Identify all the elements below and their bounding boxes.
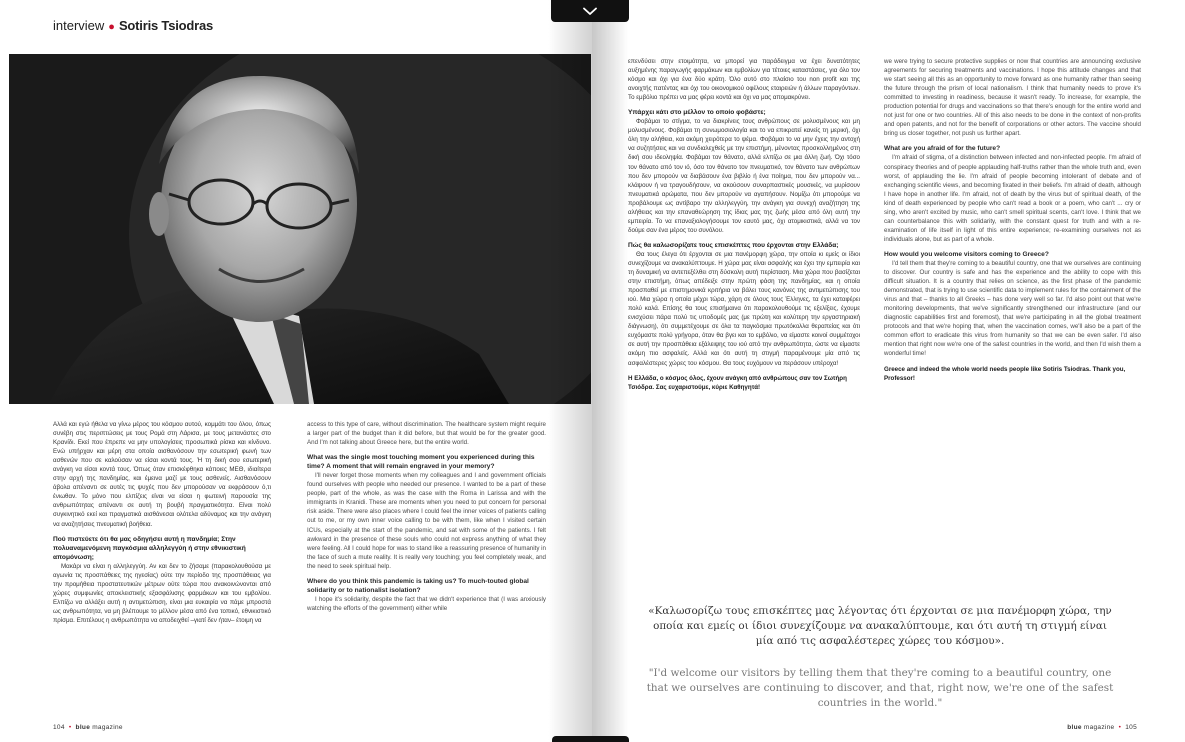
page-header: [53, 18, 213, 33]
question-heading: What are you afraid of for the future?: [884, 145, 1001, 153]
pull-quote-english: "I'd welcome our visitors by telling them that they're coming to a beautiful country, one that we ourselves are continuing to discover, and that, right now, we're one of the safest countries in the world.": [646, 667, 1114, 709]
closing-statement: Η Ελλάδα, ο κόσμος όλος, έχουν ανάγκη από ανθρώπους σαν τον Σωτήρη Τσιόδρα. Σας ευχαριστούμε, κύριε Καθηγητά!: [628, 374, 847, 391]
question-heading: Where do you think this pandemic is taking us? To much-touted global solidarity or to nationalist isolation?: [307, 577, 529, 594]
magazine-name-suffix: magazine: [1083, 724, 1115, 731]
paragraph: I'll never forget those moments when my colleagues and I and government officials found ourselves with people who needed our presence. I wanted to be a part of these people, part of the whole, as was the case with the Roma in Larissa and with the immigrants in Kranidi. These are moments when you need to put concern for personal risk aside. There were also places where I could feel the inner voices of patients calling out to me, or my own inner voice calling to be with them, like when I visited certain ICUs, especially at the start of the pandemic, and sat with some of the patients. I felt awkward in the presence of these souls who could not express anything of what they were feeling. All I could hope for was to stand like a reassuring presence of humanity in the face of such a mute reality. It is really very touching; you feel completely weak, and the need to seek spiritual help.: [307, 472, 546, 570]
question-heading: What was the single most touching moment you experienced during this time? A moment that will remain engraved in your memory?: [307, 454, 535, 471]
paragraph: Αλλά και εγώ ήθελα να γίνω μέρος του κόσμου αυτού, κομμάτι του όλου, όπως συνέβη στις περιπτώσεις με τους Ρομά στη Λάρισα, με τους μετανάστες στο Κρανίδι. Εκεί που έπρεπε να μην υπολογίσεις προσωπικά ρίσκα και κίνδυνο. Ενώ υπήρχαν και μέρη στα οποία αισθανόσουν την εσωτερική φωνή των ασθενών που σε καλούσαν να είσαι κοντά τους. Ή τη δική σου εσωτερική ανάγκη να είσαι κοντά τους. Όπως όταν επισκέφθηκα κάποιες ΜΕΘ, ιδιαίτερα στην αρχή της πανδημίας, και έμεινα μαζί με τους ασθενείς. Αισθανόσουν άβολα απέναντι σε αυτές τις ψυχές που δεν μπορούσαν να εκφράσουν ό,τι ένιωθαν. Το μόνο που ελπίζεις είναι να είσαι η φωτεινή παρουσία της ανθρωπότητας απέναντι σε αυτή τη βουβή πραγματικότητα. Είναι πολύ συγκινητικό εκεί και πραγματικά αισθάνεσαι ολότελα αδύναμος και την ανάγκη να αναζητήσεις πνευματική βοήθεια.: [53, 421, 271, 528]
closing-statement: Greece and indeed the whole world needs people like Sotiris Tsiodras. Thank you, Professor!: [884, 365, 1126, 382]
greek-column-left: [53, 420, 271, 720]
paragraph: Μακάρι να είναι η αλληλεγγύη. Αν και δεν το ζήσαμε (παρακολουθούσα με αγωνία τις προσπάθειες της ηγεσίας) ούτε την περίοδο της προσπάθειας για την προμήθεια προστατευτικών μέτρων ούτε τώρα που ανακοινώνονται από χώρες συμφωνίες αποκλειστικής εξασφάλισης φαρμάκων και του εμβολίου. Ελπίζω να αλλάξει αυτή η αντιμετώπιση, είναι μια ευκαιρία να πάμε μπροστά ως ανθρωπότητα, να μη βλέπουμε το μέλλον μέσα από ένα τοπικό, εθνικιστικό πρίσμα. Επιτέλους η ανθρωπότητα να αποδειχθεί –γιατί δεν ήταν– έτοιμη να: [53, 562, 271, 624]
magazine-name: blue: [75, 724, 91, 731]
paragraph: we were trying to secure protective supplies or now that countries are announcing exclusive agreements for securing treatments and vaccinations. I hope this attitude changes and that we start seeing all this as an opportunity to move forward as one humanity rather than seeing the future through the prism of local nationalism. I think that humanity needs to prove it's committed to investing in readiness, because it wasn't ready. To increase, for example, the production potential for drugs and vaccinations so that there's enough for the entire world and not just for one or two countries. All of this also needs to be done in the context of non-profits and open patents, and not for the benefit of corporations or other actors. The vaccine should bring us closer together, not push us further apart.: [884, 58, 1141, 138]
pull-quote-greek: «Καλωσορίζω τους επισκέπτες μας λέγοντας ότι έρχονται σε μια πανέμορφη χώρα, την οποία και εμείς οι ίδιοι συνεχίζουμε να ανακαλύπτουμε, και ότι αυτή τη στιγμή είναι μία από τις ασφαλέστερες χώρες του κόσμου».: [648, 605, 1112, 647]
english-column-right: [884, 57, 1141, 557]
paragraph: επενδύσει στην ετοιμότητα, να μπορεί για παράδειγμα να έχει δυνατότητες αυξημένης παραγωγής φαρμάκων και εμβολίων για τέτοιες καταστάσεις, για όλο τον κόσμο και όχι για ένα δύο κράτη. Όλο αυτό στο πλαίσιο του non profit και της ανοιχτής πατέντας και όχι του οικονομικού οφέλους εταιρειών ή άλλων παραγόντων. Το εμβόλιο πρέπει να μας φέρει κοντά και όχι να μας απομακρύνει.: [628, 58, 860, 102]
paragraph: I'm afraid of stigma, of a distinction between infected and non-infected people. I'm afraid of conspiracy theories and of people applauding half-truths rather than the whole truth and, even worst, of applauding the lie. I'm afraid of people becoming intolerant of debate and of exchanging scientific views, and becoming fixated in their beliefs. I'm afraid of death, although I have hope in another life. I'm afraid, not of death by the virus but of spiritual death, of the kind of death experienced by people who can't read a book or a poem, who can't ... cry or sing, who aren't excited by music, who can't smell spiritual scents, can't love. I think that we can counterbalance this with solidarity, with the constant quest for truth and with a re-examination of life itself in light of this entire experience; re-examining ourselves not as individuals alone, but as part of a whole.: [884, 154, 1141, 243]
paragraph: I'd tell them that they're coming to a beautiful country, one that we ourselves are continuing to discover. Our country is safe and has the experience and the ability to cope with this difficult situation. It is a country that relies on science, as the first phase of the pandemic demonstrated, that is trying to use scientific data to implement rules for the containment of the virus and that – thanks to all Greeks – has done very well so far. I'd also point out that we're monitoring developments, that we've significantly strengthened our infrastructure (and our diagnostic capabilities first and foremost), that we're participating in all the global treatment protocols and that we're hoping that, when the vaccination comes, we'll also be a part of the common effort to eradicate this virus from humanity so that we can be even safer. I'd also mention that right now we're one of the safest countries in the world, and then I'd wish them a wonderful time!: [884, 259, 1141, 358]
interviewee-name: Sotiris Tsiodras: [118, 18, 214, 33]
question-heading: How would you welcome visitors coming to Greece?: [884, 250, 1049, 258]
collapse-toolbar-button[interactable]: [551, 0, 629, 22]
question-heading: Πώς θα καλωσορίζατε τους επισκέπτες που έρχονται στην Ελλάδα;: [628, 241, 839, 249]
chevron-down-icon: [583, 7, 597, 16]
header-bullet: ●: [108, 21, 115, 33]
page-number: 104: [53, 724, 65, 731]
portrait-illustration: [9, 54, 591, 404]
paragraph: Θα τους έλεγα ότι έρχονται σε μια πανέμορφη χώρα, την οποία κι εμείς οι ίδιοι συνεχίζουμε να ανακαλύπτουμε. Η χώρα μας είναι ασφαλής και έχει την εμπειρία και τη δυναμική να αντεπεξέλθει στη δύσκολη αυτή περίσταση. Μια χώρα που βασίζεται στην επιστήμη, όπως απέδειξε στην πρώτη φάση της πανδημίας, και η οποία προσπαθεί με επιστημονικά κριτήρια να βάλει τους κανόνες της αντιμετώπισης του ιού. Μια χώρα η οποία μέχρι τώρα, χάρη σε όλους τους Έλληνες, τα έχει καταφέρει πολύ καλά. Επίσης θα τους επισήμαινα ότι παρακολουθούμε τις εξελίξεις, έχουμε ενισχύσει πάρα πολύ τις υποδομές μας (με πρώτη και κολύτερη την εργαστηριακή διάγνωση), ότι συμμετέχουμε σε όλα τα παγκόσμια πρωτόκολλα θεραπείας και ότι ευχόμαστε πολύ γρήγορα, όταν θα βγει και το εμβόλιο, να είμαστε κοινοί συμμέτοχοι σε αυτή την προσπάθεια εξάλειψης του ιού από την ανθρωπότητα, ώστε να είμαστε ακόμη πιο ασφαλείς. Αλλά και ότι αυτή τη στιγμή παραμένουμε μία από τις ασφαλέστερες χώρες του κόσμου. Θα τους ευχόμουν να περάσουν υπέροχα!: [628, 250, 860, 367]
folio-separator: •: [68, 724, 72, 731]
folio-separator: •: [1118, 724, 1122, 731]
paragraph: access to this type of care, without discrimination. The healthcare system might require a larger part of the budget than it did before, but that would be for the greater good. And I'm not talking about Greece here, but the entire world.: [307, 421, 546, 447]
magazine-name-suffix: magazine: [92, 724, 123, 731]
paragraph: I hope it's solidarity, despite the fact that we didn't experience that (I was anxiously watching the efforts of the government) either while: [307, 595, 546, 612]
question-heading: Πού πιστεύετε ότι θα μας οδηγήσει αυτή η πανδημία; Στην πολυαναμενόμενη παγκόσμια αλληλεγγύη ή στην εθνικιστική απομόνωση;: [53, 535, 246, 561]
bottom-toolbar-handle[interactable]: [552, 736, 629, 742]
page-folio-right: [1067, 724, 1137, 731]
magazine-name: blue: [1067, 724, 1082, 731]
portrait-photo: [9, 54, 591, 404]
ear-shape: [149, 192, 169, 236]
english-column-left: [307, 420, 546, 720]
left-page: [0, 0, 592, 742]
section-label: interview: [53, 18, 105, 33]
paragraph: Φοβάμαι το στίγμα, το να διακρίνεις τους ανθρώπους σε μολυσμένους και μη μολυσμένους. Φοβάμαι τη συνωμοσιολογία και το να επικρατεί κανείς τη μερική, όχι όλη την αλήθεια, και ακόμη χειρότερα το ψέμα. Φοβάμαι το να μην έχεις την αντοχή να συζητήσεις και να συνδιαλεχθείς με την επιστήμη, μένοντας προσκολλημένος στη δική σου ιδεοληψία. Φοβάμαι τον θάνατο, αλλά ελπίζω σε μια άλλη ζωή. Όχι τόσο τον θάνατο από τον ιό, όσο τον θάνατο τον πνευματικό, τον θάνατο των ανθρώπων που δεν μπορούν να διαβάσουν ένα βιβλίο ή ένα ποίημα, που δεν μπορούν να... κλάψουν ή να τραγουδήσουν, να ακούσουν συναρπαστικές μουσικές, να μυρίσουν πνευματικά αρώματα, που δεν μπορούν να αγαπήσουν. Νομίζω ότι μπορούμε να προβάλουμε ως αντίβαρο την αλληλεγγύη, την ανάγκη για συνεχή αναζήτηση της αλήθειας και την επαναθεώρηση της ίδιας μας της ζωής μέσα από όλη αυτή την εμπειρία. Το να επαναξιολογήσουμε τον εαυτό μας, όχι ατομικιστικά, αλλά να τον δούμε σαν ένα μέρος του συνόλου.: [628, 118, 860, 234]
page-number: 105: [1125, 724, 1137, 731]
greek-column-right: [628, 57, 860, 557]
page-folio-left: [53, 724, 123, 731]
question-heading: Υπάρχει κάτι στο μέλλον το οποίο φοβάστε;: [628, 109, 766, 117]
